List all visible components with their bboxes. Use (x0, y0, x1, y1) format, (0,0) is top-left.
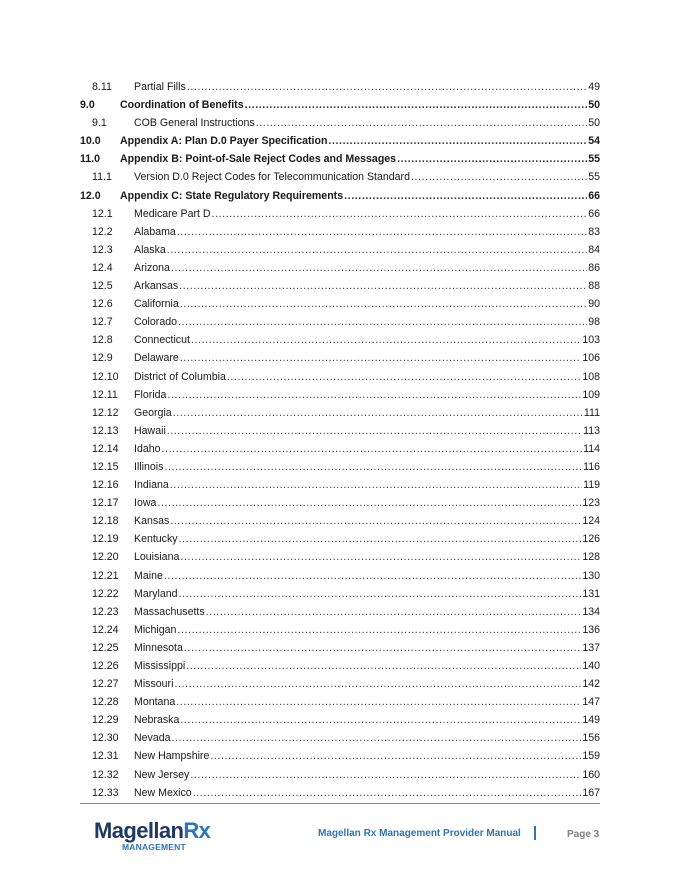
toc-entry-page: 86 (588, 261, 600, 274)
toc-entry[interactable] (80, 639, 600, 657)
toc-entry[interactable] (80, 530, 600, 548)
toc-entry[interactable] (80, 567, 600, 585)
toc-entry-page: 160 (582, 768, 600, 781)
toc-entry-number: 12.19 (92, 533, 119, 546)
toc-entry-page: 114 (583, 442, 600, 455)
dot-leader (180, 711, 581, 729)
toc-entry[interactable] (80, 603, 600, 621)
toc-entry-number: 12.4 (92, 261, 113, 274)
toc-entry-number: 12.13 (92, 424, 119, 437)
toc-entry-leader (134, 168, 600, 186)
dot-leader (178, 313, 587, 331)
toc-entry[interactable] (80, 368, 600, 386)
toc-entry-number: 12.20 (92, 551, 119, 564)
toc-entry-page: 109 (582, 388, 600, 401)
toc-entry-page: 167 (582, 786, 600, 799)
toc-entry-leader (134, 349, 600, 367)
toc-entry-leader (134, 766, 600, 784)
toc-entry-leader (120, 96, 600, 114)
toc-entry-page: 50 (588, 99, 600, 112)
toc-entry-title: Coordination of Benefits (120, 99, 244, 112)
toc-entry-leader (134, 259, 600, 277)
dot-leader (174, 675, 581, 693)
toc-entry-title: Nebraska (134, 714, 180, 727)
toc-entry[interactable] (80, 168, 600, 186)
toc-entry-title: Louisiana (134, 551, 180, 564)
toc-entry-number: 12.28 (92, 696, 119, 709)
toc-entry-leader (134, 422, 600, 440)
toc-entry-page: 124 (582, 515, 600, 528)
dot-leader (162, 440, 583, 458)
toc-entry-leader (120, 187, 600, 205)
dot-leader (397, 150, 587, 168)
toc-entry-number: 9.1 (92, 117, 107, 130)
toc-entry-page: 140 (582, 660, 600, 672)
toc-entry[interactable] (80, 693, 600, 711)
toc-entry[interactable] (80, 729, 600, 747)
dot-leader (328, 132, 587, 150)
toc-entry-number: 11.0 (80, 153, 101, 166)
toc-entry[interactable] (80, 150, 600, 168)
toc-entry[interactable] (80, 621, 600, 639)
toc-entry-page: 90 (588, 298, 600, 311)
toc-entry-page: 111 (583, 406, 600, 419)
toc-entry-number: 12.16 (92, 479, 119, 492)
toc-entry-title: Colorado (134, 316, 177, 329)
toc-entry[interactable] (80, 548, 600, 566)
toc-entry-title: Connecticut (134, 334, 190, 347)
toc-entry-number: 12.17 (92, 497, 119, 510)
toc-entry-number: 12.10 (92, 370, 119, 383)
dot-leader (170, 476, 582, 494)
toc-entry-page: 131 (582, 587, 600, 600)
toc-entry[interactable] (80, 422, 600, 440)
toc-entry-title: District of Columbia (134, 370, 226, 383)
dot-leader (206, 603, 582, 621)
toc-entry-title: Appendix C: State Regulatory Requirements (120, 189, 344, 202)
toc-entry-leader (134, 223, 600, 241)
toc-entry-leader (134, 368, 600, 386)
toc-entry-number: 12.29 (92, 714, 119, 727)
dot-leader (157, 494, 581, 512)
logo-text-magellan: Magellan (94, 818, 184, 843)
toc-entry-title: Medicare Part D (134, 207, 211, 220)
dot-leader (164, 458, 582, 476)
toc-entry[interactable] (80, 78, 600, 96)
toc-entry-number: 12.26 (92, 660, 119, 672)
toc-entry[interactable] (80, 259, 600, 277)
toc-entry-title: Indiana (134, 479, 169, 492)
toc-entry-title: California (134, 298, 179, 311)
toc-entry-title: New Hampshire (134, 750, 210, 763)
toc-entry-leader (134, 114, 600, 132)
toc-entry-leader (134, 476, 600, 494)
toc-entry-leader (134, 621, 600, 639)
toc-entry-title: Georgia (134, 406, 172, 419)
toc-entry-leader (134, 711, 600, 729)
dot-leader (179, 277, 587, 295)
toc-entry-page: 55 (588, 171, 600, 184)
dot-leader (227, 368, 581, 386)
toc-entry-page: 142 (582, 678, 600, 691)
toc-entry-number: 12.5 (92, 280, 113, 293)
dot-leader (177, 223, 587, 241)
toc-entry-leader (134, 295, 600, 313)
dot-leader (411, 168, 587, 186)
toc-entry-number: 12.11 (92, 388, 118, 401)
toc-entry-page: 83 (588, 225, 600, 238)
toc-entry-page: 103 (582, 334, 600, 347)
dot-leader (177, 621, 581, 639)
toc-entry-leader (134, 440, 600, 458)
toc-entry-page: 66 (588, 189, 600, 202)
toc-entry-page: 137 (582, 641, 600, 654)
toc-entry[interactable] (80, 313, 600, 331)
toc-entry-leader (134, 585, 600, 603)
toc-entry-page: 106 (582, 352, 600, 365)
footer-divider (80, 803, 600, 804)
toc-entry-title: Partial Fills (134, 81, 186, 93)
toc-entry-leader (134, 693, 600, 711)
toc-entry-page: 98 (588, 316, 600, 329)
toc-entry-title: Michigan (134, 623, 177, 636)
toc-entry-title: Illinois (134, 460, 164, 473)
toc-entry-title: COB General Instructions (134, 117, 255, 130)
toc-entry[interactable] (80, 657, 600, 675)
toc-entry-page: 113 (583, 424, 600, 437)
toc-entry[interactable] (80, 96, 600, 114)
toc-entry-number: 8.11 (92, 81, 112, 93)
toc-entry-page: 159 (582, 750, 600, 763)
toc-entry[interactable] (80, 476, 600, 494)
dot-leader (191, 331, 581, 349)
toc-entry-leader (134, 205, 600, 223)
toc-entry[interactable] (80, 331, 600, 349)
toc-entry-title: Idaho (134, 442, 161, 455)
toc-entry-number: 12.21 (92, 569, 119, 582)
toc-entry-title: New Mexico (134, 786, 192, 799)
toc-entry-number: 12.15 (92, 460, 119, 473)
dot-leader (172, 729, 582, 747)
toc-entry-page: 54 (588, 135, 600, 148)
toc-entry-number: 12.8 (92, 334, 113, 347)
toc-entry-number: 12.24 (92, 623, 119, 636)
toc-entry-number: 12.18 (92, 515, 119, 528)
toc-entry-leader (134, 404, 600, 422)
toc-entry-page: 84 (588, 243, 600, 256)
toc-entry[interactable] (80, 132, 600, 150)
toc-entry-title: Massachusetts (134, 605, 205, 618)
toc-entry-page: 149 (582, 714, 600, 727)
toc-entry-leader (120, 150, 600, 168)
toc-entry-title: Florida (134, 388, 167, 401)
dot-leader (173, 404, 583, 422)
toc-entry-page: 55 (588, 153, 600, 166)
toc-entry-number: 12.33 (92, 786, 119, 799)
dot-leader (193, 784, 582, 802)
logo-text-rx: Rx (183, 818, 211, 843)
toc-entry-title: Alaska (134, 243, 166, 256)
dot-leader (179, 585, 582, 603)
toc-entry-leader (134, 78, 600, 96)
table-of-contents (80, 78, 600, 802)
dot-leader (167, 386, 581, 404)
toc-entry-number: 12.30 (92, 732, 119, 745)
toc-entry-title: Version D.0 Reject Codes for Telecommunication Standard (134, 171, 410, 184)
dot-leader (256, 114, 588, 132)
toc-entry-page: 156 (582, 732, 600, 745)
toc-entry[interactable] (80, 349, 600, 367)
dot-leader (344, 187, 587, 205)
toc-entry-leader (134, 548, 600, 566)
toc-entry-title: Missouri (134, 678, 174, 691)
toc-entry-title: Arizona (134, 261, 170, 274)
dot-leader (210, 747, 581, 765)
toc-entry-leader (134, 747, 600, 765)
toc-entry-title: Maryland (134, 587, 178, 600)
toc-entry-leader (120, 132, 600, 150)
dot-leader (186, 657, 581, 675)
toc-entry-title: Minnesota (134, 641, 183, 654)
toc-entry[interactable] (80, 747, 600, 765)
toc-entry-title: Iowa (134, 497, 157, 510)
dot-leader (180, 295, 587, 313)
toc-entry-number: 12.2 (92, 225, 113, 238)
toc-entry-number: 12.7 (92, 316, 113, 329)
toc-entry-number: 12.12 (92, 406, 119, 419)
toc-entry-page: 130 (582, 569, 600, 582)
dot-leader (164, 567, 581, 585)
toc-entry-number: 12.27 (92, 678, 119, 691)
toc-entry-leader (134, 784, 600, 802)
footer-manual-title: Magellan Rx Management Provider Manual (318, 828, 521, 839)
toc-entry[interactable] (80, 458, 600, 476)
dot-leader (167, 422, 582, 440)
toc-entry-leader (134, 675, 600, 693)
toc-entry[interactable] (80, 295, 600, 313)
dot-leader (176, 693, 581, 711)
toc-entry-number: 12.22 (92, 587, 119, 600)
toc-entry-leader (134, 657, 600, 675)
logo-text-management: MANAGEMENT (122, 842, 186, 852)
toc-entry[interactable] (80, 711, 600, 729)
toc-entry-number: 12.14 (92, 442, 119, 455)
toc-entry-page: 88 (588, 280, 600, 293)
toc-entry[interactable] (80, 277, 600, 295)
magellan-rx-logo (94, 818, 234, 858)
toc-entry-number: 12.9 (92, 352, 113, 365)
toc-entry-page: 108 (582, 370, 600, 383)
toc-entry-number: 12.1 (92, 207, 113, 220)
toc-entry-number: 12.25 (92, 641, 119, 654)
dot-leader (180, 548, 581, 566)
dot-leader (167, 241, 587, 259)
toc-entry-title: Maine (134, 569, 163, 582)
toc-entry-leader (134, 331, 600, 349)
toc-entry-title: Hawaii (134, 424, 166, 437)
toc-entry[interactable] (80, 766, 600, 784)
dot-leader (187, 78, 587, 96)
toc-entry-leader (134, 603, 600, 621)
toc-entry-page: 49 (588, 81, 600, 93)
toc-entry-title: Montana (134, 696, 176, 709)
toc-entry-page: 128 (582, 551, 600, 564)
toc-entry-number: 10.0 (80, 135, 101, 148)
toc-entry-title: Arkansas (134, 280, 179, 293)
toc-entry-number: 12.6 (92, 298, 113, 311)
toc-entry-number: 12.32 (92, 768, 119, 781)
toc-entry-leader (134, 386, 600, 404)
toc-entry-number: 11.1 (92, 171, 112, 184)
dot-leader (171, 259, 587, 277)
toc-entry-number: 12.23 (92, 605, 119, 618)
toc-entry[interactable] (80, 512, 600, 530)
toc-entry-title: Delaware (134, 352, 179, 365)
toc-entry-title: Kansas (134, 515, 170, 528)
dot-leader (212, 205, 588, 223)
toc-entry-leader (134, 530, 600, 548)
toc-entry[interactable] (80, 223, 600, 241)
toc-entry-title: Appendix B: Point-of-Sale Reject Codes and Messages (120, 153, 397, 166)
dot-leader (179, 530, 582, 548)
toc-entry-page: 50 (588, 117, 600, 130)
toc-entry-title: Kentucky (134, 533, 178, 546)
dot-leader (190, 766, 581, 784)
dot-leader (170, 512, 581, 530)
toc-entry-leader (134, 639, 600, 657)
toc-entry-title: New Jersey (134, 768, 190, 781)
toc-entry-number: 12.3 (92, 243, 113, 256)
toc-entry-title: Alabama (134, 225, 176, 238)
toc-entry[interactable] (80, 585, 600, 603)
toc-entry-title: Mississippi (134, 660, 186, 672)
toc-entry-title: Nevada (134, 732, 171, 745)
toc-entry-page: 136 (582, 623, 600, 636)
toc-entry-page: 66 (588, 207, 600, 220)
toc-entry-page: 126 (582, 533, 600, 546)
toc-entry[interactable] (80, 675, 600, 693)
toc-entry-leader (134, 567, 600, 585)
toc-entry[interactable] (80, 205, 600, 223)
toc-entry-leader (134, 494, 600, 512)
toc-entry-number: 12.31 (92, 750, 119, 763)
toc-entry-number: 9.0 (80, 99, 95, 112)
toc-entry-title: Appendix A: Plan D.0 Payer Specification (120, 135, 328, 148)
toc-entry-page: 119 (583, 479, 600, 492)
toc-entry-leader (134, 512, 600, 530)
dot-leader (184, 639, 581, 657)
toc-entry-page: 116 (583, 460, 600, 473)
toc-entry[interactable] (80, 784, 600, 802)
toc-entry[interactable] (80, 386, 600, 404)
toc-entry[interactable] (80, 187, 600, 205)
toc-entry-page: 147 (582, 696, 600, 709)
toc-entry[interactable] (80, 440, 600, 458)
toc-entry-leader (134, 277, 600, 295)
dot-leader (180, 349, 582, 367)
toc-entry[interactable] (80, 241, 600, 259)
toc-entry[interactable] (80, 114, 600, 132)
toc-entry-page: 123 (582, 497, 600, 510)
dot-leader (245, 96, 588, 114)
toc-entry-leader (134, 729, 600, 747)
toc-entry-leader (134, 313, 600, 331)
footer-separator (534, 826, 536, 840)
toc-entry-number: 12.0 (80, 189, 101, 202)
toc-entry-leader (134, 241, 600, 259)
toc-entry[interactable] (80, 494, 600, 512)
toc-entry-leader (134, 458, 600, 476)
toc-entry[interactable] (80, 404, 600, 422)
page-number: Page 3 (567, 829, 600, 840)
toc-entry-page: 134 (582, 605, 600, 618)
